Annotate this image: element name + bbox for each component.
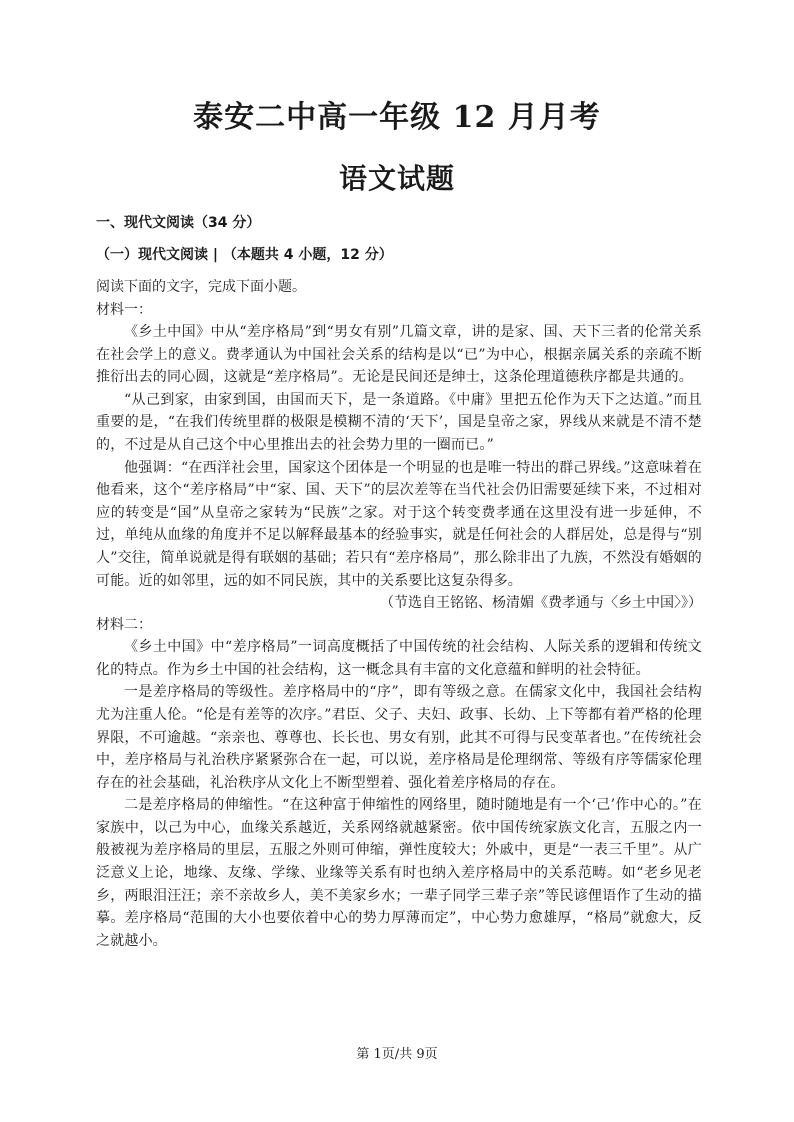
material-one-source: （节选自王铭铭、杨清媚《费孝通与〈乡土中国〉》）	[380, 595, 702, 612]
material-one-paragraph: 他强调：“在西洋社会里，国家这个团体是一个明显的也是唯一特出的群己界线。”这意味着在他看来，这个“差序格局”中“家、国、天下”的层次差等在当代社会仍旧需要延续下来，不过相对应的转变是“国”从皇帝之家转为“民族”之家。对于这个转变费孝通在这里没有进一步延伸，不过，单纯从血缘的角度并不足以解释最基本的经验事实，就是任何社会的人群居处，总是得与“别人”交往，简单说就是得有联姻的基础；若只有“差序格局”，那么除非出了九族，不然没有婚姻的可能。近的如邻里，远的如不同民族，其中的关系要比这复杂得多。	[96, 459, 702, 589]
material-one-paragraph: 《乡土中国》中从“差序格局”到“男女有别”几篇文章，讲的是家、国、天下三者的伦常关系在社会学上的意义。费孝通认为中国社会关系的结构是以“已”为中心，根据亲属关系的亲疏不断推衍出去的同心圆，这就是“差序格局”。无论是民间还是绅士，这条伦理道德秩序都是共通的。	[96, 324, 702, 386]
material-two-label: 材料二：	[96, 617, 152, 634]
sub-section-heading: （一）现代文阅读 | （本题共 4 小题，12 分）	[96, 247, 393, 263]
page-number: 第 1页/共 9页	[356, 1047, 438, 1062]
material-one-label: 材料一：	[96, 302, 152, 318]
material-two-paragraph: 二是差序格局的伸缩性。“在这种富于伸缩性的网络里，随时随地是有一个‘己’作中心的。”在家族中，以己为中心，血缘关系越近，关系网络就越紧密。依中国传统家族文化言，五服之内一般被视为差序格局的里层，五服之外则可伸缩，弹性度较大；外戚中，更是“一表三千里”。从广泛意义上论，地缘、友缘、学缘、业缘等关系有时也纳入差序格局中的关系范畴。如“老乡见老乡，两眼泪汪汪；亲不亲故乡人，美不美家乡水；一辈子同学三辈子亲”等民谚俚语作了生动的描摹。差序格局“范围的大小也要依着中心的势力厚薄而定”，中心势力愈雄厚，“格局”就愈大，反之就越小。	[96, 797, 702, 949]
material-two-paragraph: 一是差序格局的等级性。差序格局中的“序”，即有等级之意。在儒家文化中，我国社会结构尤为注重人伦。“伦是有差等的次序。”君臣、父子、夫妇、政事、长幼、上下等都有着严格的伦理界限，不可逾越。“亲亲也、尊尊也、长长也、男女有别，此其不可得与民变革者也。”在传统社会中，差序格局与礼治秩序紧紧弥合在一起，可以说，差序格局是伦理纲常、等级有序等儒家伦理存在的社会基础，礼治秩序从文化上不断型塑着、强化着差序格局的存在。	[96, 684, 702, 791]
main-content	[96, 213, 702, 952]
reading-instruction: 阅读下面的文字，完成下面小题。	[96, 279, 306, 295]
exam-subtitle: 语文试题	[338, 162, 455, 195]
material-two-paragraph: 《乡土中国》中“差序格局”一词高度概括了中国传统的社会结构、人际关系的逻辑和传统文化的特点。作为乡土中国的社会结构，这一概念具有丰富的文化意蕴和鲜明的社会特征。	[96, 639, 702, 678]
material-one-paragraph: “从己到家，由家到国，由国而天下，是一条道路。《中庸》里把五伦作为天下之达道。”而且重要的是，“在我们传统里群的极限是模糊不清的‘天下’，国是皇帝之家，界线从来就是不清不楚的，不过是从自己这个中心里推出去的社会势力里的一圈而已。”	[96, 391, 702, 453]
exam-title: 泰安二中高一年级 12 月月考	[193, 100, 601, 135]
section-heading: 一、现代文阅读（34 分）	[96, 215, 261, 231]
